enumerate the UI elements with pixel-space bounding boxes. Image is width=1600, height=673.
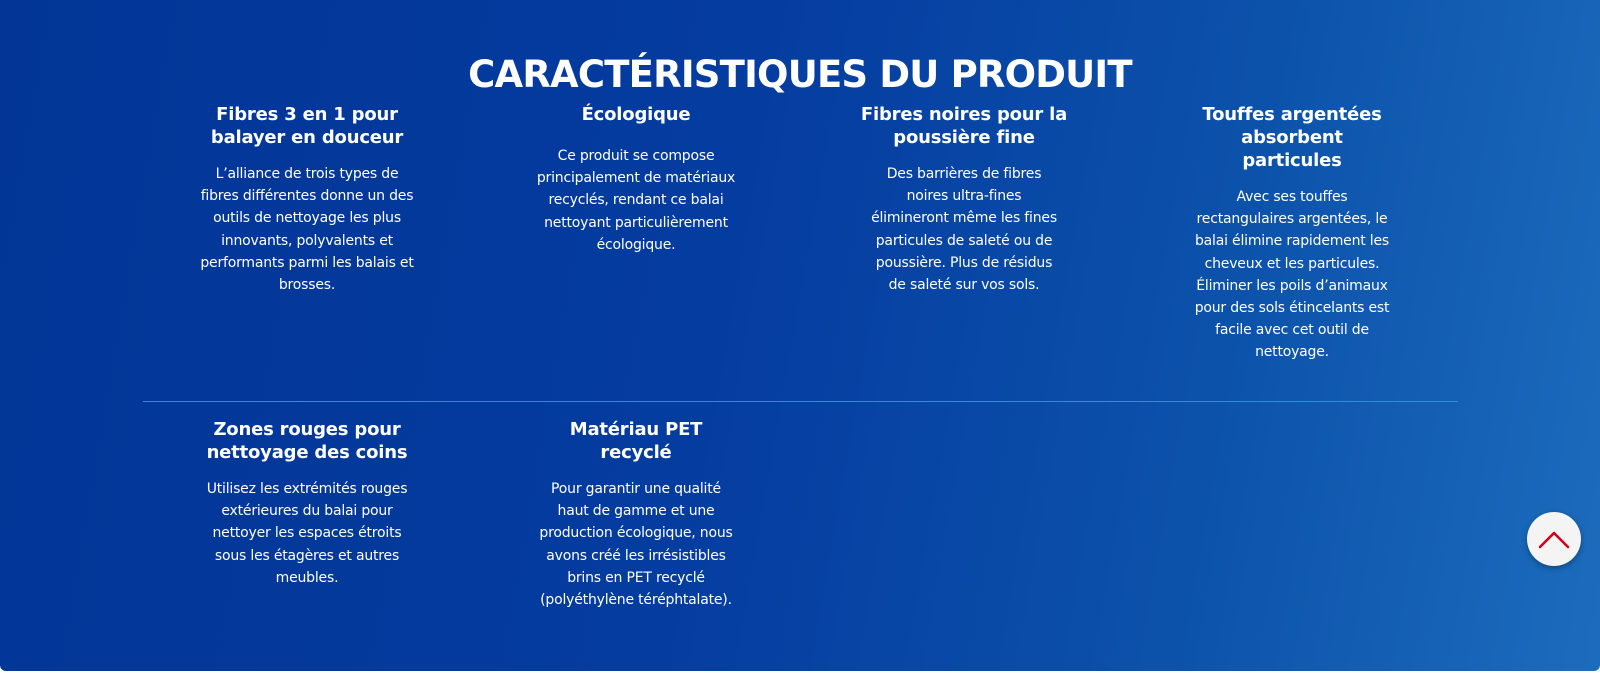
chevron-up-icon — [1538, 529, 1570, 549]
feature-title: Zones rouges pour nettoyage des coins — [206, 419, 408, 463]
feature-title: Fibres 3 en 1 pour balayer en douceur — [210, 104, 404, 148]
feature-description: Avec ses touffes rectangulaires argentées, le balai élimine rapidement les cheveux et les particules. Éliminer les poils d’animaux pour des sols étincelants est facile avec cet outil de nettoyage. — [1194, 189, 1390, 361]
feature-title: Touffes argentées absorbent particules — [1202, 104, 1382, 171]
section-title: CARACTÉRISTIQUES DU PRODUIT — [468, 53, 1132, 96]
feature-title: Matériau PET recyclé — [569, 419, 703, 463]
feature-description: Ce produit se compose principalement de matériaux recyclés, rendant ce balai nettoyant particulièrement écologique. — [536, 148, 736, 253]
feature-card — [526, 418, 746, 611]
feature-card — [197, 103, 417, 296]
feature-description: L’alliance de trois types de fibres différentes donne un des outils de nettoyage les plus innovants, polyvalents et performants parmi les balais et brosses. — [200, 166, 414, 294]
row-divider — [143, 401, 1458, 402]
feature-card — [1182, 103, 1402, 364]
feature-title: Écologique — [581, 104, 691, 125]
feature-card — [197, 418, 417, 589]
feature-description: Utilisez les extrémités rouges extérieures du balai pour nettoyer les espaces étroits sous les étagères et autres meubles. — [206, 481, 408, 586]
feature-description: Des barrières de fibres noires ultra-fines élimineront même les fines particules de saleté ou de poussière. Plus de résidus de saleté sur vos sols. — [871, 166, 1057, 294]
feature-card — [854, 103, 1074, 296]
scroll-to-top-button[interactable] — [1527, 512, 1581, 566]
feature-description: Pour garantir une qualité haut de gamme et une production écologique, nous avons créé les irrésistibles brins en PET recyclé (polyéthylène téréphtalate). — [539, 481, 733, 609]
feature-title: Fibres noires pour la poussière fine — [860, 104, 1068, 148]
feature-card — [526, 103, 746, 256]
